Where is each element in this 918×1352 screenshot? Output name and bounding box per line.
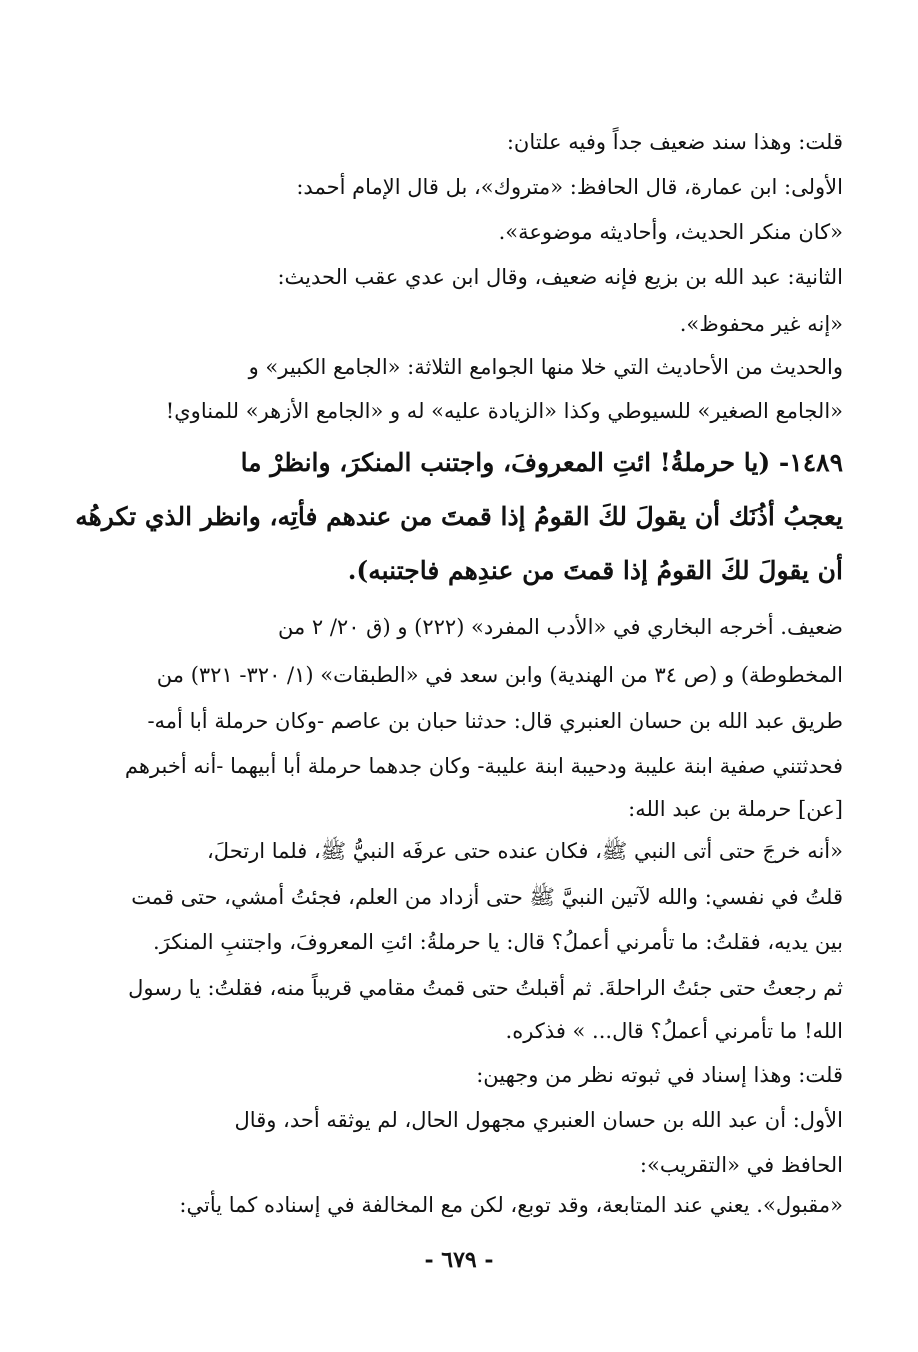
text-line: الحافظ في «التقريب»: bbox=[639, 1153, 843, 1177]
text-line: ضعيف. أخرجه البخاري في «الأدب المفرد» (٢٢٢) و (ق ٢٠/ ٢ من bbox=[277, 615, 843, 639]
hadith-heading-line: أن يقولَ لكَ القومُ إذا قمتَ من عندِهم فاجتنبه). bbox=[347, 556, 843, 585]
text-line: الأول: أن عبد الله بن حسان العنبري مجهول الحال، لم يوثقه أحد، وقال bbox=[234, 1108, 843, 1132]
text-line: «مقبول». يعني عند المتابعة، وقد توبع، لكن مع المخالفة في إسناده كما يأتي: bbox=[179, 1193, 843, 1217]
text-line: المخطوطة) و (ص ٣٤ من الهندية) وابن سعد في «الطبقات» (١/ ٣٢٠- ٣٢١) من bbox=[156, 663, 843, 687]
hadith-heading-line: يعجبُ أذُنَك أن يقولَ لكَ القومُ إذا قمتَ من عندهم فأتِه، وانظر الذي تكرهُه bbox=[75, 502, 843, 531]
text-line: الأولى: ابن عمارة، قال الحافظ: «متروك»، بل قال الإمام أحمد: bbox=[296, 175, 843, 199]
text-line: «كان منكر الحديث، وأحاديثه موضوعة». bbox=[498, 220, 843, 244]
text-line: الله! ما تأمرني أعملُ؟ قال... » فذكره. bbox=[505, 1019, 843, 1043]
text-line: «إنه غير محفوظ». bbox=[679, 312, 843, 336]
text-line: [عن] حرملة بن عبد الله: bbox=[628, 797, 843, 821]
text-line: قلت: وهذا سند ضعيف جداً وفيه علتان: bbox=[506, 130, 843, 154]
text-line: قلتُ في نفسي: والله لآتين النبيَّ ﷺ حتى أزداد من العلم، فجئتُ أمشي، حتى قمت bbox=[131, 885, 843, 909]
text-line: الثانية: عبد الله بن بزيع فإنه ضعيف، وقال ابن عدي عقب الحديث: bbox=[277, 265, 843, 289]
hadith-heading-line: ١٤٨٩- (يا حرملةُ! ائتِ المعروفَ، واجتنب المنكرَ، وانظرْ ما bbox=[240, 448, 843, 477]
text-line: طريق عبد الله بن حسان العنبري قال: حدثنا حبان بن عاصم -وكان حرملة أبا أمه- bbox=[147, 709, 843, 733]
text-line: فحدثتني صفية ابنة عليبة ودحيبة ابنة عليبة- وكان جدهما حرملة أبا أبيهما -أنه أخبرهم bbox=[124, 754, 843, 778]
text-line: «الجامع الصغير» للسيوطي وكذا «الزيادة عليه» له و «الجامع الأزهر» للمناوي! bbox=[165, 399, 843, 423]
text-line: بين يديه، فقلتُ: ما تأمرني أعملُ؟ قال: يا حرملةُ: ائتِ المعروفَ، واجتنبِ المنكرَ. bbox=[153, 930, 843, 954]
text-line: ثم رجعتُ حتى جئتُ الراحلةَ. ثم أقبلتُ حتى قمتُ مقامي قريباً منه، فقلتُ: يا رسول bbox=[128, 976, 843, 1000]
page-number: - ٦٧٩ - bbox=[424, 1247, 494, 1273]
text-line: «أنه خرجَ حتى أتى النبي ﷺ، فكان عنده حتى عرفَه النبيُّ ﷺ، فلما ارتحلَ، bbox=[207, 839, 843, 863]
text-line: والحديث من الأحاديث التي خلا منها الجوامع الثلاثة: «الجامع الكبير» و bbox=[248, 355, 843, 379]
text-line: قلت: وهذا إسناد في ثبوته نظر من وجهين: bbox=[476, 1063, 843, 1087]
